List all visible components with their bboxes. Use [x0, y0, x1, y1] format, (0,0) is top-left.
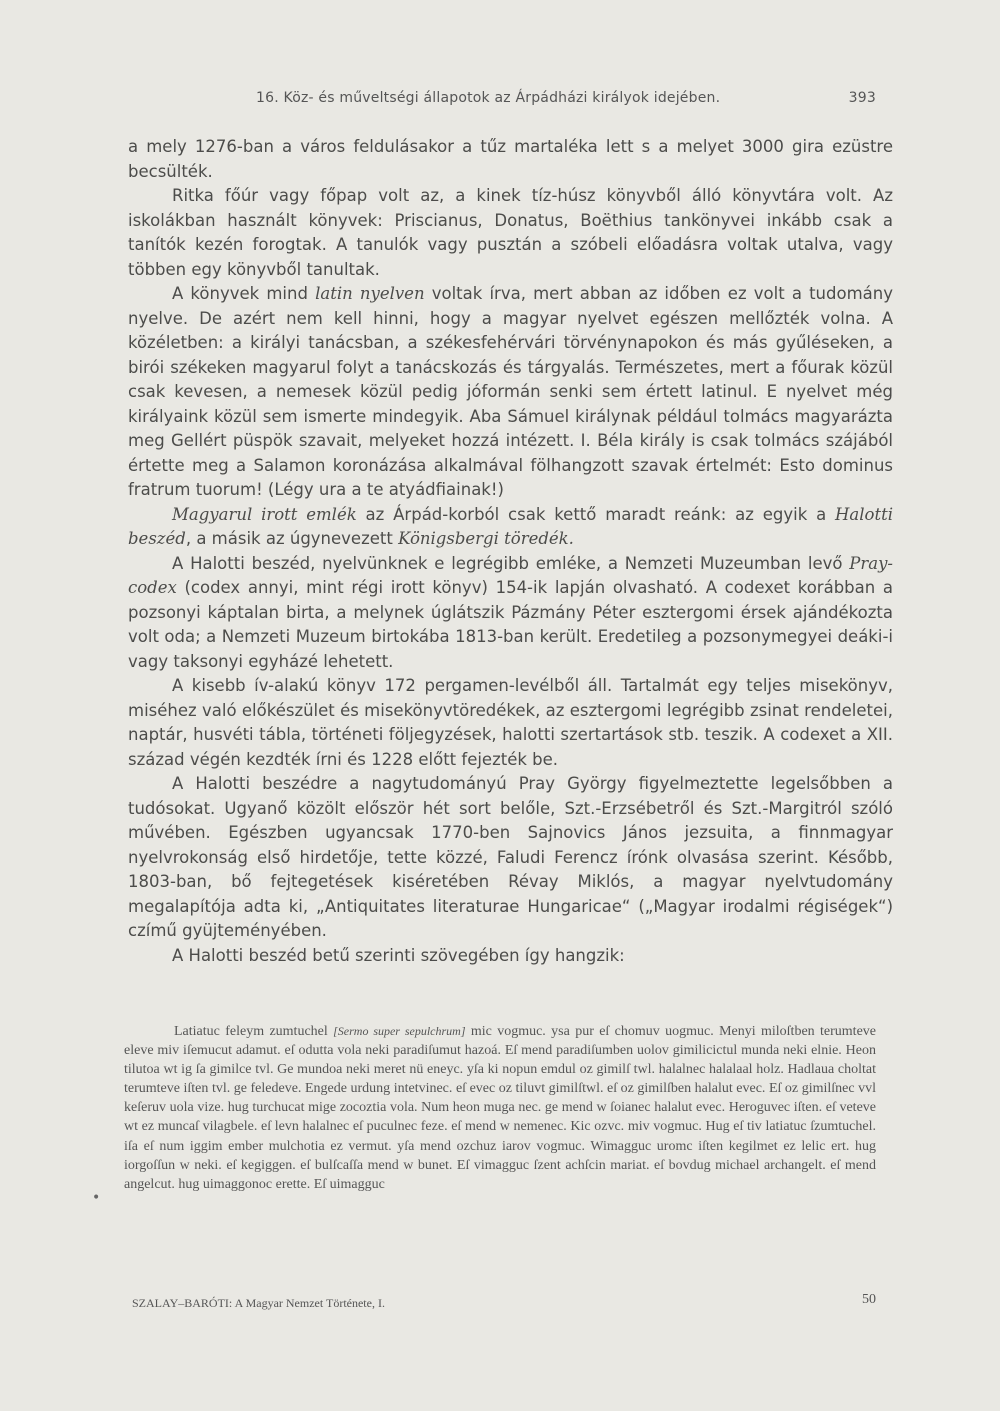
paragraph-3 [128, 282, 893, 503]
halotti-beszed-quote [124, 1022, 876, 1194]
emphasis-halotti-beszed: Halotti beszéd [128, 504, 894, 548]
page-footer [132, 1292, 876, 1311]
paragraph-3-text-b: voltak írva, mert abban az időben ez volt a tudomány nyelve. De azért nem kell hinni, hogy a magyar nyelvet egészen mellőzték volna. A közéletben: a királyi tanácsban, a székesfehérvári törvénynapokon és más gyűléseken, a birói székeken magyarul folyt a tanácskozás és tárgyalás. Természetes, mert a főurak közül csak kevesen, a nemesek közül pedig jóformán senki sem értett latinul. E nyelvet még királyaink közül sem ismerte mindegyik. Aba Sámuel királynak például tolmács magyarázta meg Gellért püspök szavait, melyeket hozzá intézett. I. Béla király is csak tolmács szájából értette meg a Salamon koronázása alkalmával fölhangzott szavak értelmét: Esto dominus fratrum tuorum! (Légy ura a te atyádfiainak!) [128, 284, 893, 499]
paragraph-1: a mely 1276-ban a város feldulásakor a tűz martaléka lett s a melyet 3000 gira ezüstre becsülték. [128, 137, 893, 181]
paragraph-7: A Halotti beszédre a nagytudományú Pray György figyelmeztette legelsőbben a tudósokat. Ugyanő közölt először hét sort belőle, Szt.-Erzsébetről és Szt.-Margitról szóló művében. Egészben ugyancsak 1770-ben Sajnovics János jezsuita, a finnmagyar nyelvrokonság első hirdetője, tette közzé, Faludi Ferencz írónk olvasása szerint. Később, 1803-ban, bő fejtegetések kiséretében Révay Miklós, a magyar nyelvtudomány megalapítója adta ki, „Antiquitates literaturae Hungaricae“ („Magyar irodalmi régiségek“) czímű gyüjteményében. [128, 774, 893, 940]
paragraph-2: Ritka főúr vagy főpap volt az, a kinek tíz-húsz könyvből álló könyvtára volt. Az iskolákban használt könyvek: Priscianus, Donatus, Boëthius tankönyvei inkább csak a tanítók kezén forogtak. A tanulók vagy pusztán a szóbeli előadásra voltak utalva, vagy többen egy könyvből tanultak. [128, 186, 893, 279]
emphasis-pray-codex: Pray-codex [128, 553, 893, 597]
body-text [128, 135, 893, 968]
paragraph-5 [128, 552, 893, 675]
paragraph-5-text-a: A Halotti beszéd, nyelvünknek e legrégibb emléke, a Nemzeti Muzeumban levő [172, 553, 850, 573]
paragraph-3-text-a: A könyvek mind [172, 284, 316, 303]
page-number: 393 [848, 90, 876, 106]
paragraph-4 [128, 503, 893, 552]
emphasis-latin-nyelven: latin nyelven [315, 284, 425, 303]
quote-text-a: Latiatuc feleym zumtuchel [174, 1024, 334, 1039]
paragraph-6: A kisebb ív-alakú könyv 172 pergamen-levélből áll. Tartalmát egy teljes misekönyv, miséhez való előkészület és misekönyvtöredékek, az esztergomi legrégibb zsinat rendeletei, naptár, husvéti tábla, történeti följegyzések, halotti szertartások stb. teszik. A codexet a XII. század végén kezdték írni és 1228 előtt fejezték be. [128, 676, 893, 769]
margin-bullet: • [92, 1190, 101, 1206]
emphasis-magyarul-irott-emlek: Magyarul irott emlék [172, 504, 357, 524]
signature-mark: 50 [862, 1292, 876, 1307]
paragraph-4-text-a: az Árpád-korból csak kettő maradt reánk: az egyik a [356, 504, 836, 524]
quote-paragraph [124, 1022, 876, 1194]
running-title: 16. Köz- és műveltségi állapotok az Árpádházi királyok idejében. [256, 90, 721, 106]
quote-rubric: [Sermo super sepulchrum] [333, 1024, 466, 1038]
quote-text-b: mic vogmuc. ysa pur eſ chomuv uogmuc. Menyi miloſtben terumteve eleve miv iſemucut adamut. eſ odutta vola neki paradiſumut hazoá. Eſ mend paradiſumben uolov gimilicictul munda neki elnie. Heon tilutoa wt ig ſa gimilce tvl. Ge mundoa neki meret nü eneyc. yſa ki nopun emdul oz gimilſ twl. halalnec halalaal holz. Hadlaua choltat terumteve iſten tvl. ge feledeve. Engede urdung intetvinec. eſ evec oz tiluvt gimilſtwl. eſ oz gimilſben halalut evec. Eſ oz gimilſnec vvl keſeruv uola vize. hug turchucat mige zocoztia vola. Num heon muga nec. ge mend w ſoianec halalut evec. Heroguvec iſten. eſ veteve wt ez muncaſ vilagbele. eſ levn halalnec eſ puculnec feze. eſ mend w nemenec. Kic ozvc. miv vogmuc. Hug eſ tiv latiatuc ſzumtuchel. iſa eſ num iggim ember mulchotia ez vermut. yſa mend ozchuz iarov vogmuc. Wimagguc uromc iſten kegilmet ez lelic ert. hug iorgoſſun w neki. eſ kegiggen. eſ bulſcaſſa mend w bunet. Eſ vimagguc ſzent achſcin mariat. eſ bovdug michael archangelt. eſ mend angelcut. hug uimaggonoc erette. Eſ uimagguc [124, 1024, 876, 1192]
footer-source: SZALAY–BARÓTI: A Magyar Nemzet Története, I. [132, 1296, 385, 1310]
paragraph-5-text-b: (codex annyi, mint régi irott könyv) 154-ik lapján olvasható. A codexet korábban a pozsonyi káptalan birta, a melynek úglátszik Pázmány Péter esztergomi érsek ajándékozta volt oda; a Nemzeti Muzeum birtokába 1813-ban került. Eredetileg a pozsonymegyei deáki-i vagy taksonyi egyházé lehetett. [128, 578, 893, 671]
emphasis-konigsbergi-toredek: Königsbergi töredék. [398, 529, 574, 548]
paragraph-4-text-b: , a másik az úgynevezett [185, 529, 399, 548]
paragraph-8: A Halotti beszéd betű szerinti szövegében így hangzik: [172, 945, 625, 965]
